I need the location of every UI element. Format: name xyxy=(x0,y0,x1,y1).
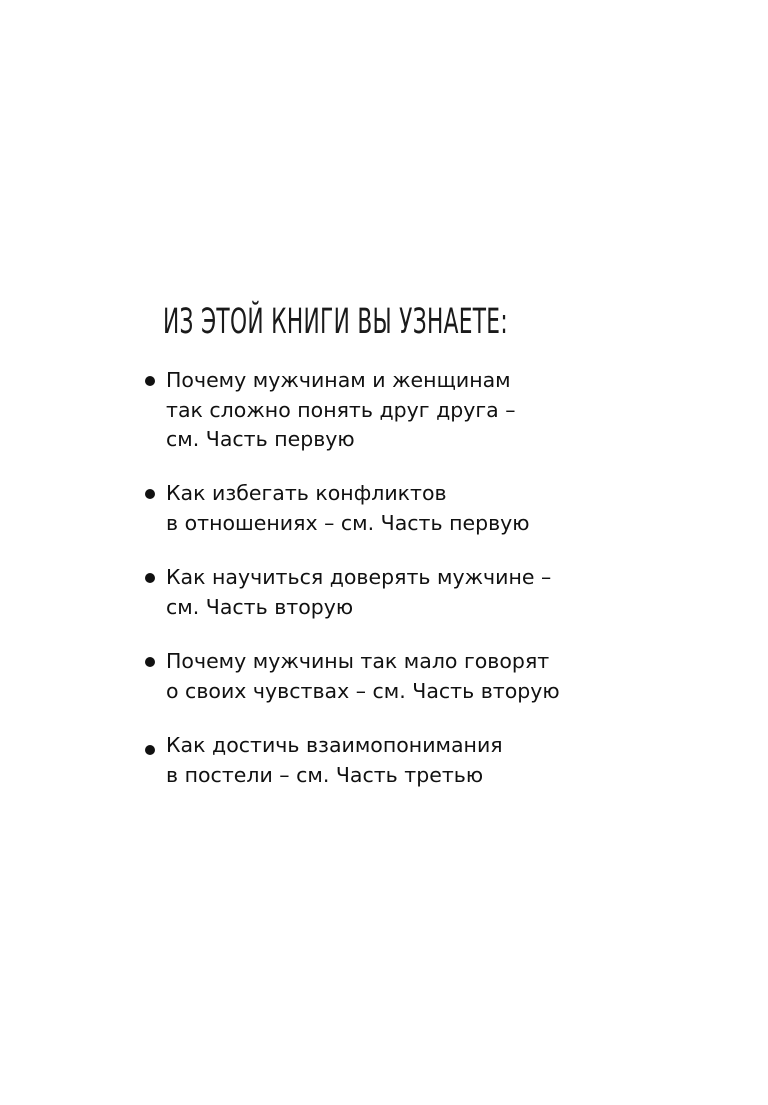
bullet-icon xyxy=(145,489,155,499)
list-item-line: в постели – см. Часть третью xyxy=(166,762,484,787)
list-item-line: Почему мужчинам и женщинам xyxy=(166,368,511,392)
list-item-line: о своих чувствах – см. Часть вторую xyxy=(166,678,560,703)
list-item-line: Как достичь взаимопонимания xyxy=(166,733,503,757)
page-heading: ИЗ ЭТОЙ КНИГИ ВЫ УЗНАЕТЕ: xyxy=(163,302,508,342)
list-item xyxy=(166,479,726,538)
list-item-line: так сложно понять друг друга – xyxy=(166,397,516,422)
bullet-icon xyxy=(145,573,155,583)
list-item xyxy=(166,731,726,790)
list-item-line: см. Часть вторую xyxy=(166,594,354,619)
list-item-line: см. Часть первую xyxy=(166,427,355,451)
bullet-icon xyxy=(145,376,155,386)
bullet-icon xyxy=(145,657,155,667)
list-item-line: Почему мужчины так мало говорят xyxy=(166,649,550,673)
list-item-line: Как научиться доверять мужчине – xyxy=(166,565,552,589)
list-item xyxy=(166,647,726,706)
list-item xyxy=(166,563,726,622)
list-item xyxy=(166,366,726,455)
bullet-icon xyxy=(145,745,155,755)
list-item-line: Как избегать конфликтов xyxy=(166,481,447,505)
list-item-line: в отношениях – см. Часть первую xyxy=(166,510,530,535)
